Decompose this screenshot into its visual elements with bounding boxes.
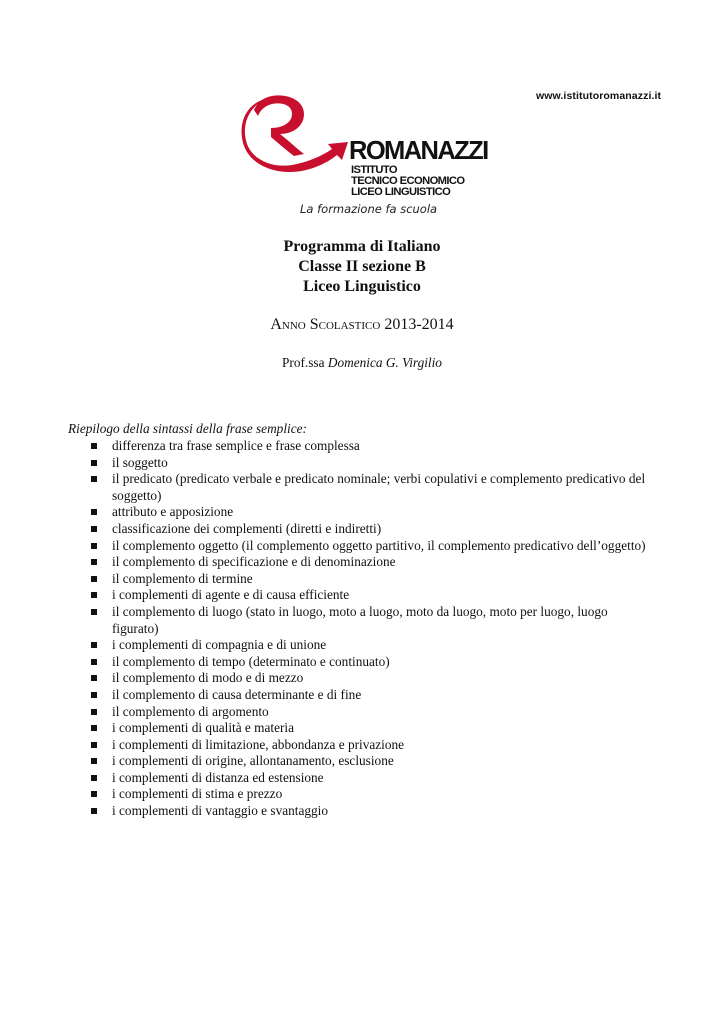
- list-item: i complementi di limitazione, abbondanza e privazione: [89, 737, 649, 754]
- logo-name: ROMANAZZI: [349, 137, 488, 165]
- logo-subtitle: [351, 165, 465, 199]
- title-line: Programma di Italiano: [283, 238, 441, 255]
- romanazzi-logo-mark: [238, 94, 350, 186]
- list-item: i complementi di compagnia e di unione: [89, 637, 649, 654]
- logo-subtitle-line: TECNICO ECONOMICO: [351, 175, 465, 188]
- title-line: Classe II sezione B: [298, 258, 426, 275]
- section-title: Riepilogo della sintassi della frase semplice:: [68, 421, 307, 436]
- website-url: www.istitutoromanazzi.it: [536, 90, 662, 102]
- title-line: Liceo Linguistico: [303, 278, 421, 295]
- list-item: il complemento di luogo (stato in luogo, moto a luogo, moto da luogo, moto per luogo, luogo figurato): [89, 604, 649, 637]
- list-item: attributo e apposizione: [89, 504, 649, 521]
- school-year-value: 2013-2014: [384, 316, 454, 333]
- topic-list: [89, 438, 649, 820]
- logo-subtitle-line: LICEO LINGUISTICO: [351, 186, 451, 199]
- teacher: [0, 355, 724, 371]
- list-item: il complemento di specificazione e di denominazione: [89, 554, 649, 571]
- list-item: i complementi di distanza ed estensione: [89, 770, 649, 787]
- list-item: il complemento di tempo (determinato e continuato): [89, 654, 649, 671]
- list-item: il complemento di termine: [89, 571, 649, 588]
- logo-tagline: La formazione fa scuola: [300, 202, 438, 216]
- list-item: il complemento di argomento: [89, 704, 649, 721]
- list-item: il predicato (predicato verbale e predicato nominale; verbi copulativi e complemento predicativo del soggetto): [89, 471, 649, 504]
- list-item: classificazione dei complementi (diretti e indiretti): [89, 521, 649, 538]
- list-item: i complementi di qualità e materia: [89, 720, 649, 737]
- list-item: il complemento oggetto (il complemento oggetto partitivo, il complemento predicativo dell’oggetto): [89, 538, 649, 555]
- list-item: i complementi di origine, allontanamento, esclusione: [89, 753, 649, 770]
- list-item: differenza tra frase semplice e frase complessa: [89, 438, 649, 455]
- list-item: il soggetto: [89, 455, 649, 472]
- document-title: [0, 237, 724, 297]
- list-item: il complemento di causa determinante e di fine: [89, 687, 649, 704]
- teacher-name: Domenica G. Virgilio: [327, 355, 442, 370]
- list-item: il complemento di modo e di mezzo: [89, 670, 649, 687]
- list-item: i complementi di agente e di causa efficiente: [89, 587, 649, 604]
- logo-r-shape: [254, 95, 304, 156]
- logo-subtitle-line: ISTITUTO: [351, 164, 397, 176]
- school-year-label: Anno Scolastico: [270, 316, 381, 333]
- teacher-prefix: Prof.ssa: [282, 355, 325, 370]
- list-item: i complementi di stima e prezzo: [89, 786, 649, 803]
- list-item: i complementi di vantaggio e svantaggio: [89, 803, 649, 820]
- school-year: [0, 316, 724, 334]
